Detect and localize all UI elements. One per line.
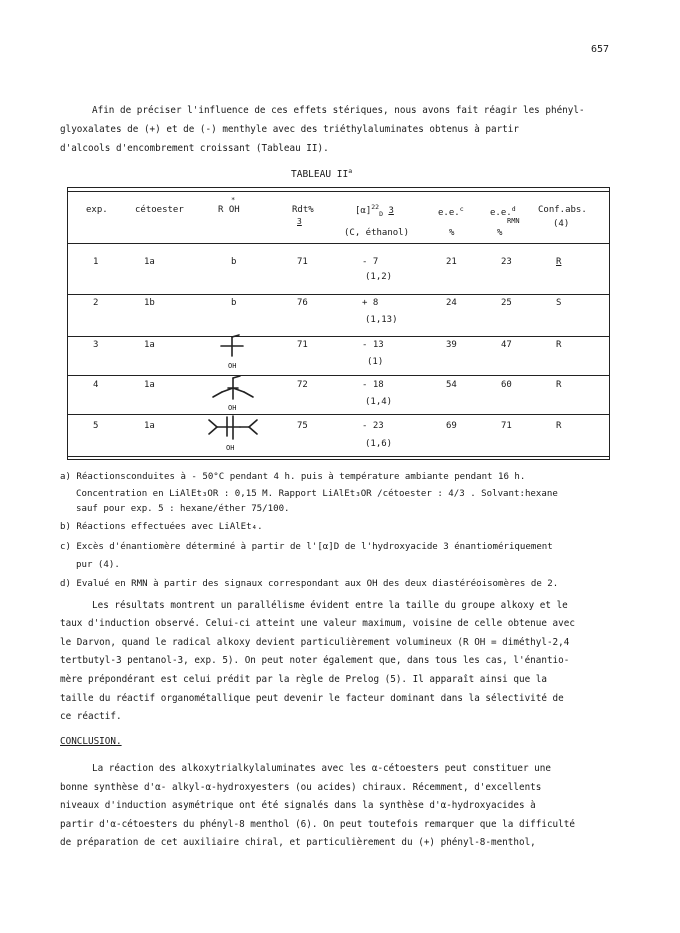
conclusion-line-2: bonne synthèse d'α- alkyl-α-hydroxyesters (ou acides) chiraux. Récemment, d'excellents [60, 782, 542, 793]
cell-ee-c: 24 [446, 298, 457, 308]
cell-conf: R [556, 380, 562, 390]
table-border-left [67, 187, 68, 459]
footnote-b: b) Réactions effectuées avec LiAlEt₄. [60, 522, 263, 532]
table-title [291, 168, 352, 180]
cell-ee-c: 21 [446, 257, 457, 267]
cell-rdt: 75 [297, 421, 308, 431]
table-border-top [67, 187, 610, 188]
header-alpha-text: [α] [355, 206, 372, 216]
cell-conc: (1,13) [365, 315, 398, 325]
intro-line-2: glyoxalates de (+) et de (-) menthyle avec des triéthylaluminates obtenus à partir [60, 124, 519, 135]
footnote-c-line-2: pur (4). [76, 560, 120, 570]
cell-exp: 5 [93, 421, 99, 431]
tert-butanol-structure-icon [219, 334, 245, 360]
footnote-c-line-1: c) Excès d'énantiomère déterminé à partir de l'[α]D de l'hydroxyacide 3 énantiomériquement [60, 542, 553, 552]
cell-exp: 1 [93, 257, 99, 267]
cell-ee-d: 71 [501, 421, 512, 431]
cell-conf: S [556, 298, 562, 308]
cell-cetoester: 1a [144, 380, 155, 390]
header-cetoester: cétoester [135, 205, 184, 215]
header-ee-d-text: e.e. [490, 208, 512, 218]
header-alpha-solvent: (C, éthanol) [344, 228, 410, 238]
cell-roh: b [231, 298, 237, 308]
cell-conc: (1,4) [365, 397, 393, 407]
results-line-6: taille du réactif organométallique peut devenir le facteur dominant dans la sélectivité de [60, 693, 564, 704]
triethylcarbinol-structure-icon [211, 375, 255, 403]
header-alpha-sup: 22 [371, 203, 380, 211]
footnote-a-line-3: sauf pour exp. 5 : hexane/éther 75/100. [76, 504, 290, 514]
cell-alpha: - 7 [362, 257, 379, 267]
cell-oh-label: OH [226, 444, 235, 452]
cell-cetoester: 1a [144, 340, 155, 350]
results-line-1: Les résultats montrent un parallélisme évident entre la taille du groupe alkoxy et le [92, 600, 568, 611]
table-title-sup: a [348, 167, 353, 175]
table-border-bottom-inner [67, 456, 610, 457]
cell-ee-c: 39 [446, 340, 457, 350]
cell-alpha: - 13 [362, 340, 384, 350]
cell-rdt: 71 [297, 257, 308, 267]
results-line-5: mère prépondérant est celui prédit par la règle de Prelog (5). Il apparaît ainsi que la [60, 674, 547, 685]
cell-cetoester: 1a [144, 421, 155, 431]
cell-conc: (1,2) [365, 272, 393, 282]
cell-cetoester: 1a [144, 257, 155, 267]
cell-oh-label: OH [228, 404, 237, 412]
cell-ee-d: 23 [501, 257, 512, 267]
header-alpha-sub: D [379, 209, 384, 218]
header-exp: exp. [86, 205, 108, 215]
bulky-alcohol-structure-icon [207, 414, 259, 442]
results-line-4: tertbutyl-3 pentanol-3, exp. 5). On peut noter également que, dans tous les cas, l'énantio- [60, 655, 570, 666]
cell-ee-d: 47 [501, 340, 512, 350]
cell-conf: R [556, 257, 562, 267]
cell-ee-c: 54 [446, 380, 457, 390]
conclusion-line-5: de préparation de cet auxiliaire chiral, et particulièrement du (+) phényl-8-menthol, [60, 837, 536, 848]
header-ee-c-unit: % [449, 228, 455, 238]
header-ee-d-method: RMN [507, 217, 520, 225]
cell-ee-d: 60 [501, 380, 512, 390]
header-alpha-compound: 3 [388, 206, 394, 216]
results-line-7: ce réactif. [60, 711, 122, 722]
row-divider-1 [67, 294, 610, 295]
conclusion-line-3: niveaux d'induction asymétrique ont été signalés dans la synthèse d'α-hydroxyacides à [60, 800, 536, 811]
header-rdt-sub: 3 [297, 217, 302, 226]
cell-exp: 2 [93, 298, 99, 308]
cell-cetoester: 1b [144, 298, 155, 308]
cell-rdt: 76 [297, 298, 308, 308]
table-border-bottom [67, 459, 610, 460]
header-conf-ref: (4) [553, 219, 570, 229]
cell-alpha: - 23 [362, 421, 384, 431]
page-number: 657 [591, 44, 610, 55]
header-conf: Conf.abs. [538, 205, 587, 215]
cell-exp: 3 [93, 340, 99, 350]
table-border-top-inner [67, 191, 610, 192]
header-ee-c-sup: c [459, 205, 464, 213]
cell-alpha: + 8 [362, 298, 379, 308]
cell-ee-c: 69 [446, 421, 457, 431]
header-ee-c [438, 206, 464, 218]
cell-oh-label: OH [228, 362, 237, 370]
intro-line-3: d'alcools d'encombrement croissant (Tableau II). [60, 143, 329, 154]
table-title-text: TABLEAU II [291, 169, 349, 181]
cell-ee-d: 25 [501, 298, 512, 308]
footnote-a-line-1: a) Réactionsconduites à - 50°C pendant 4 h. puis à température ambiante pendant 16 h. [60, 472, 526, 482]
cell-conc: (1) [367, 357, 384, 367]
cell-rdt: 72 [297, 380, 308, 390]
cell-conc: (1,6) [365, 439, 393, 449]
header-roh: R OH [218, 205, 240, 215]
header-rdt: Rdt% [292, 205, 314, 215]
header-alpha [355, 204, 394, 217]
footnote-d: d) Evalué en RMN à partir des signaux correspondant aux OH des deux diastéréoisomères de 2. [60, 579, 559, 589]
intro-line-1: Afin de préciser l'influence de ces effets stériques, nous avons fait réagir les phényl- [92, 105, 585, 116]
header-ee-d-sup: d [511, 205, 516, 213]
conclusion-line-1: La réaction des alkoxytrialkylaluminates avec les α-cétoesters peut constituer une [92, 763, 551, 774]
table-header-divider [67, 243, 610, 244]
cell-exp: 4 [93, 380, 99, 390]
results-line-3: le Darvon, quand le radical alkoxy devient particulièrement volumineux (R OH = diméthyl-2,4 [60, 637, 570, 648]
results-line-2: taux d'induction observé. Celui-ci atteint une valeur maximum, voisine de celle obtenue avec [60, 618, 575, 629]
conclusion-heading: CONCLUSION. [60, 736, 122, 747]
header-ee-d-unit: % [497, 228, 503, 238]
header-ee-c-text: e.e. [438, 208, 460, 218]
row-divider-3 [67, 375, 610, 376]
cell-alpha: - 18 [362, 380, 384, 390]
header-roh-mark: * [231, 196, 236, 204]
footnote-a-line-2: Concentration en LiAlEt₃OR : 0,15 M. Rapport LiAlEt₃OR /cétoester : 4/3 . Solvant:hexane [76, 489, 558, 499]
conclusion-line-4: partir d'α-cétoesters du phényl-8 menthol (6). On peut toutefois remarquer que la difficulté [60, 819, 575, 830]
table-border-right [609, 187, 610, 459]
cell-roh: b [231, 257, 237, 267]
row-divider-4 [67, 414, 610, 415]
cell-conf: R [556, 421, 562, 431]
cell-rdt: 71 [297, 340, 308, 350]
cell-conf: R [556, 340, 562, 350]
row-divider-2 [67, 336, 610, 337]
